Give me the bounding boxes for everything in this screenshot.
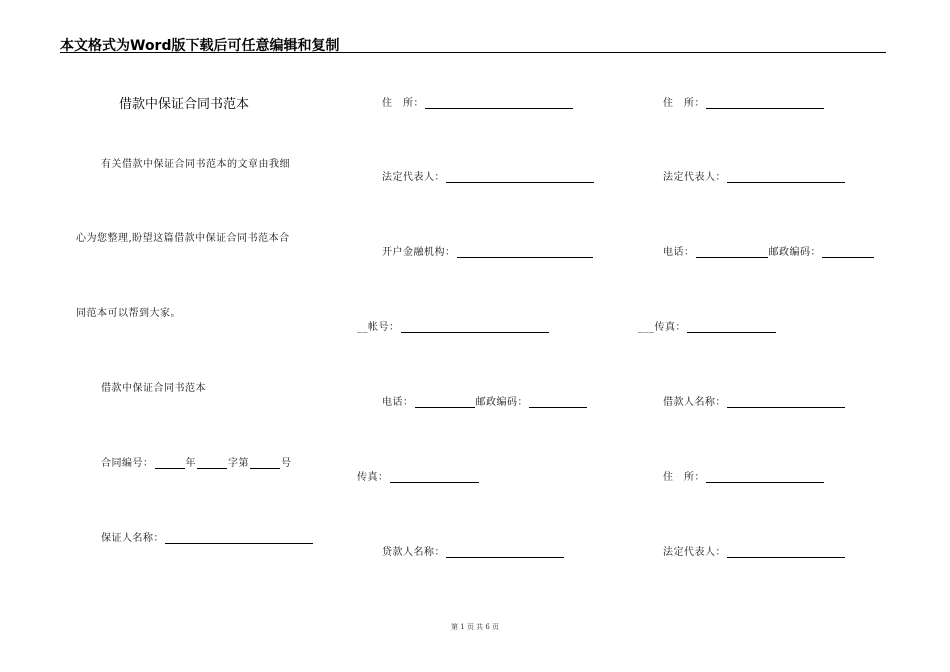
lender-fax-field (638, 318, 777, 333)
intro-line-1: 有关借款中保证合同书范本的文章由我细 (101, 159, 290, 170)
contract-number-suffix: 号 (281, 458, 292, 469)
postal-label: 邮政编码： (768, 247, 821, 258)
legal-rep-label: 法定代表人： (382, 172, 445, 183)
fax-blank (687, 321, 776, 333)
address-blank (425, 97, 573, 109)
contract-number-field (101, 454, 292, 469)
guarantor-name-field (101, 529, 314, 544)
borrower-name-field (663, 393, 846, 408)
borrower-address-blank (706, 471, 824, 483)
section-heading: 借款中保证合同书范本 (101, 383, 206, 394)
bank-field (382, 243, 594, 258)
intro-line-2: 心为您整理,盼望这篇借款中保证合同书范本合 (76, 233, 290, 244)
bank-blank (457, 246, 593, 258)
legal-rep-blank (727, 171, 845, 183)
contract-number-label: 合同编号： (101, 458, 154, 469)
contract-year-blank (155, 457, 185, 469)
fax-blank (390, 471, 479, 483)
postal-blank (822, 246, 874, 258)
borrower-address-field (663, 468, 825, 483)
phone-label: 电话： (382, 397, 414, 408)
legal-rep-blank (446, 171, 594, 183)
guarantor-phone-field (382, 393, 588, 408)
borrower-legal-rep-label: 法定代表人： (663, 547, 726, 558)
address-blank (706, 97, 824, 109)
header-rule (60, 52, 886, 53)
lender-legal-rep-field (663, 168, 846, 183)
guarantor-name-label: 保证人名称： (101, 533, 164, 544)
lender-address-field (663, 94, 825, 109)
guarantor-legal-rep-field (382, 168, 595, 183)
contract-number-blank (250, 457, 280, 469)
contract-year-text: 年 (185, 458, 196, 469)
borrower-legal-rep-blank (727, 546, 845, 558)
phone-label: 电话： (663, 247, 695, 258)
fax-label: ___传真： (638, 322, 686, 333)
document-title: 借款中保证合同书范本 (119, 97, 250, 112)
legal-rep-label: 法定代表人： (663, 172, 726, 183)
lender-name-blank (446, 546, 564, 558)
phone-blank (696, 246, 768, 258)
account-blank (401, 321, 549, 333)
account-label: __帐号： (357, 322, 400, 333)
fax-label: 传真： (357, 472, 389, 483)
borrower-legal-rep-field (663, 543, 846, 558)
postal-label: 邮政编码： (475, 397, 528, 408)
account-field (357, 318, 550, 333)
address-label: 住 所： (663, 98, 705, 109)
guarantor-fax-field (357, 468, 480, 483)
postal-blank (529, 396, 587, 408)
bank-label: 开户金融机构： (382, 247, 456, 258)
intro-line-3: 同范本可以帮到大家。 (76, 308, 181, 319)
address-label: 住 所： (382, 98, 424, 109)
phone-blank (415, 396, 475, 408)
page-number: 第 1 页 共 6 页 (450, 623, 500, 631)
document-header: 本文格式为Word版下载后可任意编辑和复制 (60, 38, 340, 54)
guarantor-address-field (382, 94, 574, 109)
contract-word-blank (197, 457, 227, 469)
borrower-address-label: 住 所： (663, 472, 705, 483)
borrower-name-blank (727, 396, 845, 408)
contract-word-text: 字第 (228, 458, 249, 469)
lender-phone-field (663, 243, 875, 258)
borrower-name-label: 借款人名称： (663, 397, 726, 408)
lender-name-label: 贷款人名称： (382, 547, 445, 558)
guarantor-name-blank (165, 532, 313, 544)
lender-name-field (382, 543, 565, 558)
